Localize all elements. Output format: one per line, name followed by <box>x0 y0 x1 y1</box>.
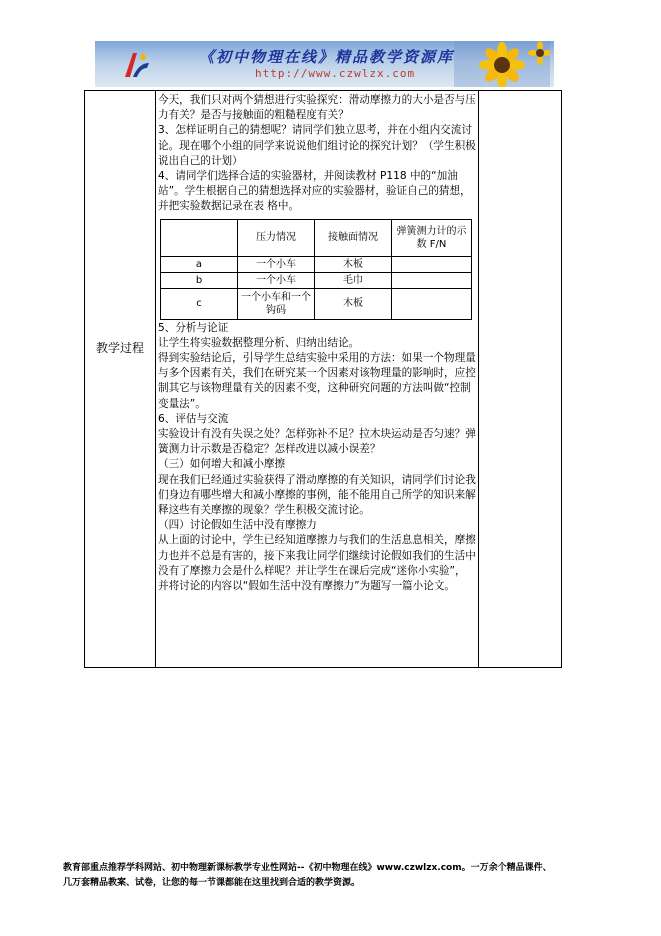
table-header-row <box>161 219 472 256</box>
lesson-content <box>158 93 476 594</box>
paragraph: 得到实验结论后，引导学生总结实验中采用的方法：如果一个物理量与多个因素有关，我们在研究某一个因素对该物理量的影响时，应控制其它与该物理量有关的因素不变，这种研究问题的方法叫做“控制变量法”。 <box>158 352 476 410</box>
paragraph: 3、怎样证明自己的猜想呢？请同学们独立思考，并在小组内交流讨论。现在哪个小组的同学来说说他们组讨论的探究计划？（学生积极说出自己的计划） <box>158 124 476 167</box>
paragraph: 今天，我们只对两个猜想进行实验探究：滑动摩擦力的大小是否与压力有关？是否与接触面的粗糙程度有关？ <box>158 94 476 122</box>
table-cell: c <box>161 288 238 319</box>
table-cell <box>392 256 472 272</box>
table-row <box>161 256 472 272</box>
table-cell: 一个小车 <box>238 272 315 288</box>
table-cell: 一个小车和一个钩码 <box>238 288 315 319</box>
section-label: 教学过程 <box>95 341 144 355</box>
table-row <box>161 272 472 288</box>
section-heading: 5、分析与论证 <box>158 321 229 334</box>
lesson-table <box>84 90 562 668</box>
table-cell: b <box>161 272 238 288</box>
footer-line: 几万套精品教案、试卷，让您的每一节课都能在这里找到合适的教学资源。 <box>63 878 361 888</box>
header-banner <box>95 41 554 87</box>
table-cell: 木板 <box>315 256 392 272</box>
section-heading: （三）如何增大和减小摩擦 <box>158 458 286 471</box>
table-cell: 毛巾 <box>315 272 392 288</box>
paragraph: 让学生将实验数据整理分析、归纳出结论。 <box>158 336 360 349</box>
table-cell: 木板 <box>315 288 392 319</box>
table-cell: 一个小车 <box>238 256 315 272</box>
banner-title: 《初中物理在线》精品教学资源库 <box>199 48 455 66</box>
page-footer <box>63 861 623 891</box>
table-cell: a <box>161 256 238 272</box>
site-logo-icon <box>121 49 151 81</box>
table-header-cell: 压力情况 <box>238 219 315 256</box>
column-divider <box>478 91 479 667</box>
paragraph: 从上面的讨论中，学生已经知道摩擦力与我们的生活息息相关，摩擦力也并不总是有害的，接下来我让同学们继续讨论假如我们的生活中没有了摩擦力会是什么样呢？并让学生在课后完成“迷你小实验”，并将讨论的内容以“假如生活中没有摩擦力”为题写一篇小论文。 <box>158 534 476 593</box>
table-cell <box>392 272 472 288</box>
paragraph: 实验设计有没有失误之处？怎样弥补不足？拉木块运动是否匀速？弹簧测力计示数是否稳定？怎样改进以减小误差？ <box>158 428 476 456</box>
paragraph: 4、请同学们选择合适的实验器材，并阅读教材 P118 中的“加油站”。学生根据自己的猜想选择对应的实验器材，验证自己的猜想，并把实验数据记录在表 格中。 <box>158 170 471 213</box>
banner-url: http://www.czwlzx.com <box>255 67 416 80</box>
table-cell <box>392 288 472 319</box>
column-divider <box>155 91 156 667</box>
table-header-cell: 弹簧测力计的示数 F/N <box>392 219 472 256</box>
footer-line: 教育部重点推荐学科网站、初中物理新课标教学专业性网站--《初中物理在线》www.czwlzx.com。一万余个精品课件、 <box>63 863 552 873</box>
section-heading: （四）讨论假如生活中没有摩擦力 <box>158 519 317 532</box>
sunflower-icon <box>454 41 550 87</box>
table-header-cell: 接触面情况 <box>315 219 392 256</box>
paragraph: 现在我们已经通过实验获得了滑动摩擦的有关知识，请同学们讨论我们身边有哪些增大和减小摩擦的事例，能不能用自己所学的知识来解释这些有关摩擦的现象？学生积极交流讨论。 <box>158 473 476 517</box>
section-heading: 6、评估与交流 <box>158 412 229 425</box>
table-row <box>161 288 472 319</box>
experiment-data-table <box>160 219 472 320</box>
table-header-cell <box>161 219 238 256</box>
